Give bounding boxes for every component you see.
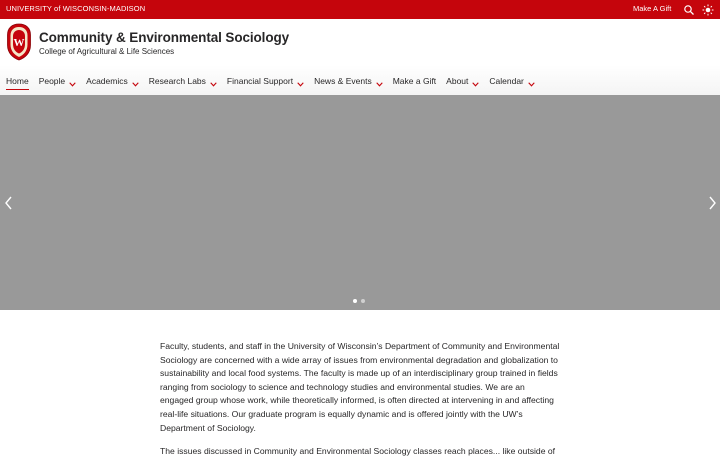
uw-madison-link[interactable]: UNIVERSITY of WISCONSIN-MADISON <box>6 4 146 13</box>
intro-content <box>160 340 560 469</box>
nav-item-financial-support[interactable] <box>227 76 304 86</box>
nav-item-people[interactable] <box>39 76 76 86</box>
sun-icon[interactable] <box>702 3 714 15</box>
chevron-down-icon[interactable] <box>132 79 139 84</box>
nav-item-academics[interactable] <box>86 76 139 86</box>
nav-item-label: News & Events <box>314 76 372 86</box>
site-title[interactable]: Community & Environmental Sociology <box>39 30 290 45</box>
chevron-down-icon[interactable] <box>376 79 383 84</box>
intro-paragraph-2: The issues discussed in Community and Environmental Sociology classes reach places... like outside of <box>160 446 556 457</box>
carousel-dot-2[interactable] <box>361 299 365 303</box>
chevron-down-icon[interactable] <box>69 79 76 84</box>
nav-item-label: Calendar <box>489 76 524 86</box>
make-a-gift-link[interactable]: Make A Gift <box>633 4 672 13</box>
nav-item-make-a-gift[interactable] <box>393 76 436 86</box>
nav-item-label: Make a Gift <box>392 76 437 86</box>
top-utility-bar <box>0 0 720 19</box>
carousel-dot-1[interactable] <box>353 299 357 303</box>
nav-item-label: About <box>446 76 469 86</box>
nav-item-label: Research Labs <box>148 76 206 86</box>
chevron-down-icon[interactable] <box>528 79 535 84</box>
intro-paragraph-1: Faculty, students, and staff in the University of Wisconsin’s Department of Community and Environmental Sociology are concerned with a wide array of issues from environmental degradation and globalization to sustainability and local food systems. The faculty is made up of an interdisciplinary group trained in fields ranging from sociology to science and technology studies and environmental studies. We are an engaged group whose work, while theoretically informed, is often directed at intervening in and affecting real-life situations. Our graduate program is equally dynamic and is offered jointly with the UW’s Department of Sociology. <box>160 341 560 433</box>
nav-item-label: Financial Support <box>226 76 294 86</box>
site-subtitle[interactable]: College of Agricultural & Life Sciences <box>39 47 175 56</box>
chevron-down-icon[interactable] <box>210 79 217 84</box>
nav-item-label: People <box>38 76 66 86</box>
uw-crest-logo[interactable] <box>6 23 32 61</box>
search-icon[interactable] <box>683 3 695 15</box>
svg-text:W: W <box>13 37 25 49</box>
nav-item-research-labs[interactable] <box>149 76 217 86</box>
hero-carousel <box>0 95 720 310</box>
nav-item-about[interactable] <box>446 76 479 86</box>
carousel-dots <box>353 299 365 303</box>
main-navigation <box>0 65 720 95</box>
nav-items <box>6 76 545 86</box>
carousel-next-button[interactable] <box>706 195 718 216</box>
chevron-down-icon[interactable] <box>297 79 304 84</box>
nav-item-label: Academics <box>86 76 128 86</box>
nav-item-label: Home <box>6 76 29 86</box>
site-header <box>0 19 720 65</box>
chevron-down-icon[interactable] <box>472 79 479 84</box>
nav-item-home[interactable] <box>6 76 29 86</box>
carousel-prev-button[interactable] <box>3 195 15 216</box>
nav-item-calendar[interactable] <box>489 76 535 86</box>
nav-item-news-events[interactable] <box>314 76 383 86</box>
